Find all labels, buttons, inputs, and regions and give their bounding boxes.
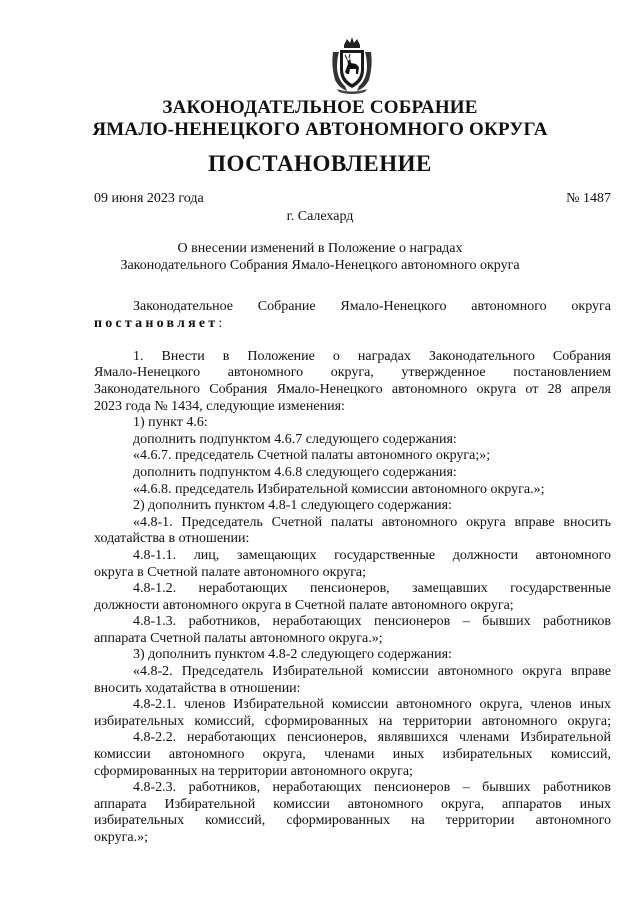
document-date: 09 июня 2023 года [94,191,204,206]
body-line: округа.»; [94,830,148,845]
spacer [94,332,611,349]
subject-line: Законодательного Собрания Ямало-Ненецкого автономного округа [120,258,520,273]
body-line: Ямало-Ненецкого автономного округа, утвержденное постановлением [94,365,611,381]
body-line: 4.8-1.1. лиц, замещающих государственные должности автономного [133,547,611,563]
body-line: избирательных комиссий, сформированных на территории автономного округа; [94,713,611,729]
body-lines [94,349,611,847]
org-title-line-1: ЗАКОНОДАТЕЛЬНОЕ СОБРАНИЕ [162,97,478,118]
body-line: 4.8-1.2. неработающих пенсионеров, замещавших государственные [133,581,611,597]
body-line: «4.8-2. Председатель Избирательной комиссии автономного округа вправе [133,664,611,680]
body-line: «4.6.8. председатель Избирательной комиссии автономного округа.»; [133,481,545,497]
body-line: ходатайства в отношении: [94,531,250,547]
body-line: 2023 года № 1434, следующие изменения: [94,398,345,414]
body-line: дополнить подпунктом 4.6.8 следующего содержания: [133,464,457,480]
body-line: Законодательного Собрания Ямало-Ненецкого автономного округа от 28 апреля [94,381,611,397]
document-body [94,299,611,847]
body-line: 4.8-2.3. работников, неработающих пенсионеров – бывших работников [133,780,611,796]
body-line: округа в Счетной палате автономного округа; [94,564,367,580]
body-line: аппарата Избирательной комиссии автономного округа, аппаратов иных [94,796,611,812]
preamble-line: Законодательное Собрание Ямало-Ненецкого автономного округа [133,299,611,314]
preamble-resolves [94,316,611,333]
body-line: «4.6.7. председатель Счетной палаты автономного округа;»; [133,448,491,464]
body-line: комиссии автономного округа, членами иных избирательных комиссий, [94,747,611,763]
body-line: 4.8-1.3. работников, неработающих пенсионеров – бывших работников [133,614,611,630]
document-subject [0,240,640,274]
body-line: 1. Внести в Положение о наградах Законодательного Собрания [133,348,611,364]
body-line: 3) дополнить пунктом 4.8-2 следующего содержания: [133,647,452,663]
body-line: аппарата Счетной палаты автономного округа.»; [94,630,383,646]
body-line: «4.8-1. Председатель Счетной палаты автономного округа вправе вносить [133,514,611,530]
body-line: должности автономного округа в Счетной палате автономного округа; [94,597,514,613]
body-line: избирательных комиссий, сформированных на территории автономного [94,813,611,829]
yamal-nenets-coat-of-arms-icon [329,36,375,94]
document-city: г. Салехард [286,209,354,224]
body-line: 1) пункт 4.6: [133,415,208,431]
org-title-line-2: ЯМАЛО-НЕНЕЦКОГО АВТОНОМНОГО ОКРУГА [92,119,548,140]
subject-line: О внесении изменений в Положение о наградах [177,241,463,256]
body-line: вносить ходатайства в отношении: [94,680,301,696]
document-number: № 1487 [566,191,611,206]
body-line: сформированных на территории автономного округа; [94,763,413,779]
body-line: 4.8-2.2. неработающих пенсионеров, являвшихся членами Избирательной [133,730,611,746]
resolves-colon: : [218,315,223,331]
body-line: дополнить подпунктом 4.6.7 следующего содержания: [133,431,457,447]
body-line: 2) дополнить пунктом 4.8-1 следующего содержания: [133,498,452,514]
resolves-word: постановляет [94,315,219,331]
body-line: 4.8-2.1. членов Избирательной комиссии автономного округа, членов иных [133,697,611,713]
document-type: ПОСТАНОВЛЕНИЕ [208,151,432,176]
